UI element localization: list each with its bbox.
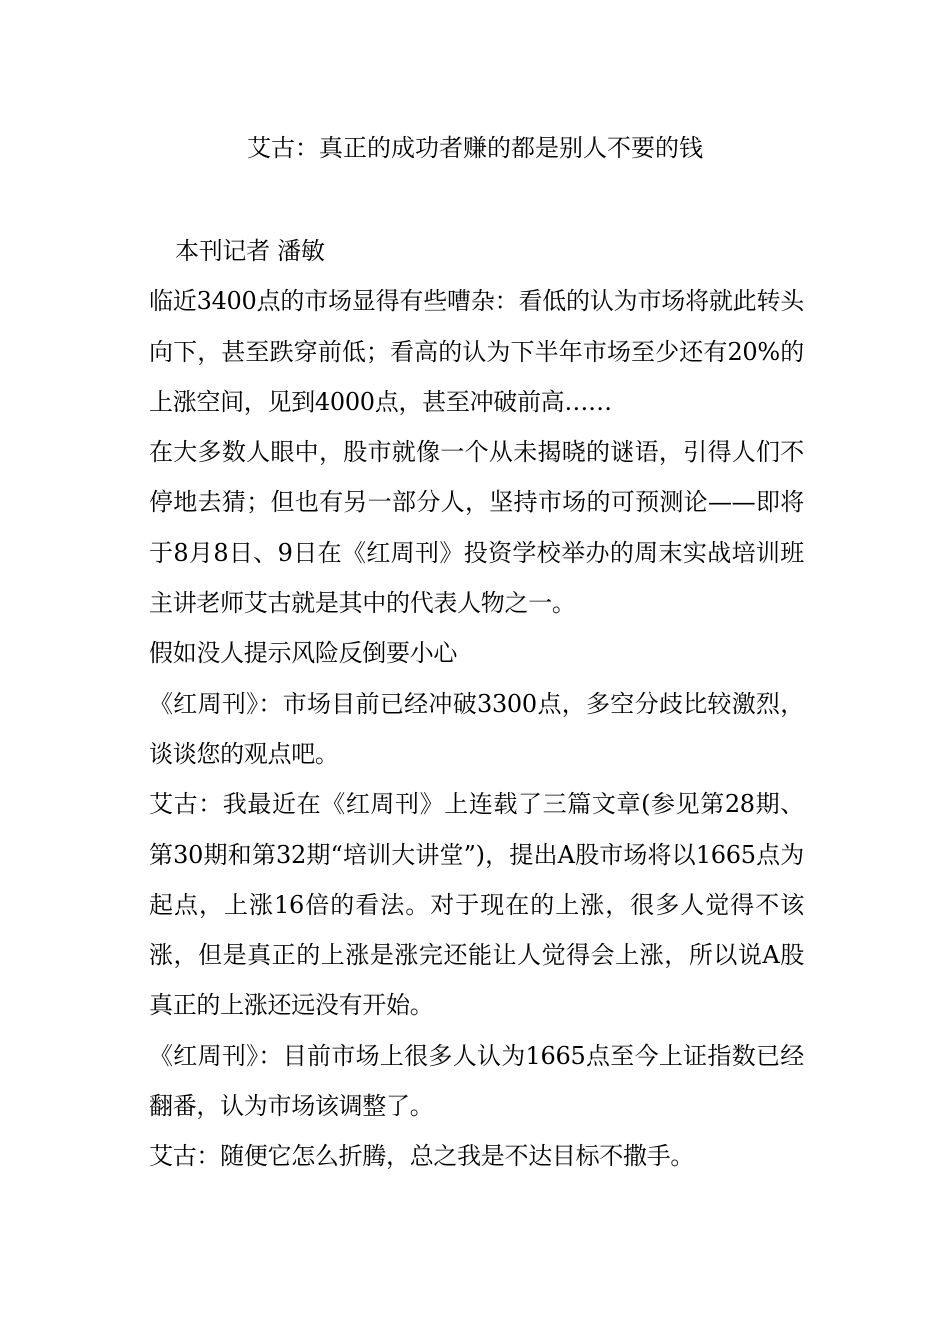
answer-1: 艾古：我最近在《红周刊》上连载了三篇文章(参见第28期、第30期和第32期“培训大讲堂”)，提出A股市场将以1665点为起点，上涨16倍的看法。对于现在的上涨，很多人觉得不该涨，但是真正的上涨是涨完还能让人觉得会上涨，所以说A股真正的上涨还远没有开始。 xyxy=(149,790,804,1020)
article-title: 艾古：真正的成功者赚的都是别人不要的钱 xyxy=(247,134,703,162)
answer-2: 艾古：随便它怎么折腾，总之我是不达目标不撒手。 xyxy=(149,1142,695,1171)
byline: 本刊记者 潘敏 xyxy=(175,237,325,265)
paragraph-background: 在大多数人眼中，股市就像一个从未揭晓的谜语，引得人们不停地去猜；但也有另一部分人，坚持市场的可预测论——即将于8月8日、9日在《红周刊》投资学校举办的周末实战培训班主讲老师艾古就是其中的代表人物之一。 xyxy=(149,438,804,618)
paragraph-intro: 临近3400点的市场显得有些嘈杂：看低的认为市场将就此转头向下，甚至跌穿前低；看高的认为下半年市场至少还有20%的上涨空间，见到4000点，甚至冲破前高…… xyxy=(149,287,804,416)
question-2: 《红周刊》：目前市场上很多人认为1665点至今上证指数已经翻番，认为市场该调整了。 xyxy=(149,1041,804,1121)
question-1: 《红周刊》：市场目前已经冲破3300点，多空分歧比较激烈，谈谈您的观点吧。 xyxy=(149,689,804,768)
section-heading: 假如没人提示风险反倒要小心 xyxy=(149,639,458,668)
article-body xyxy=(149,226,804,1182)
